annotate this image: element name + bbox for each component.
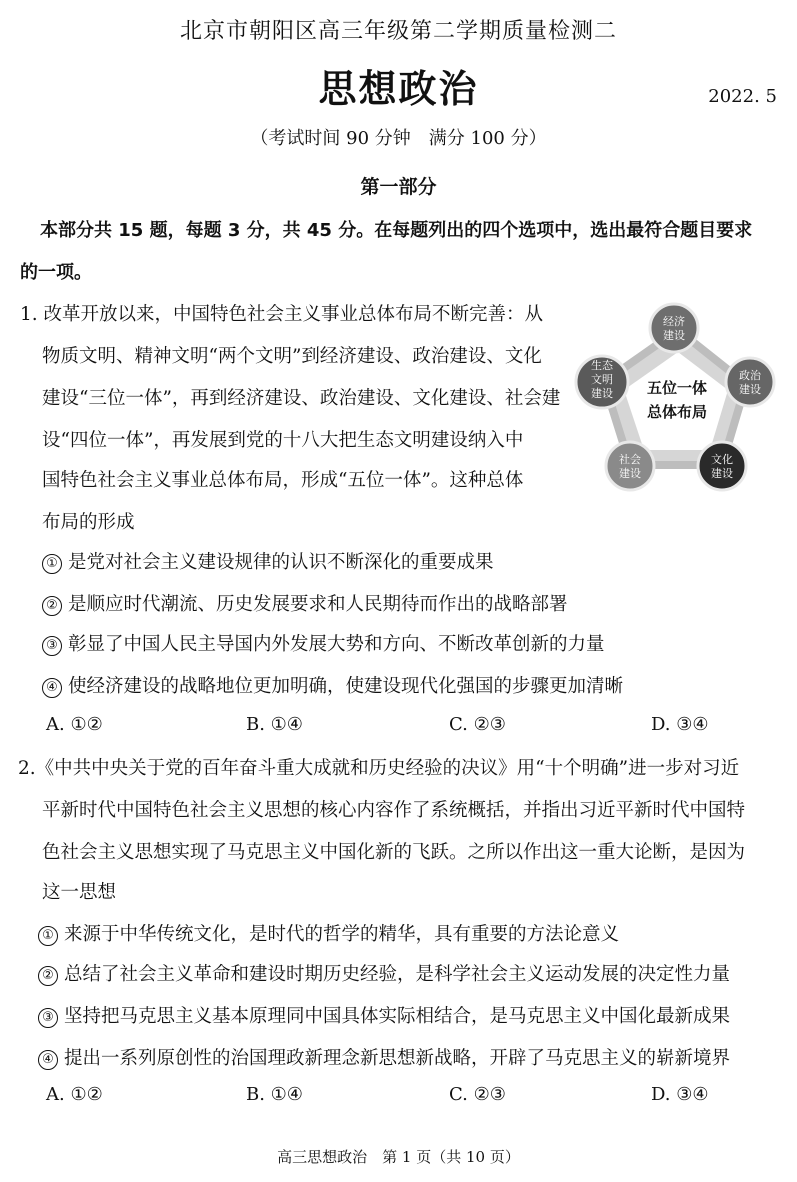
- part-title: 第一部分: [360, 176, 437, 198]
- q2-stem-line: 这一思想: [42, 882, 117, 903]
- q1-stem-line: 设“四位一体”，再发展到党的十八大把生态文明建设纳入中: [42, 430, 524, 451]
- q1-stem-line: 物质文明、精神文明“两个文明”到经济建设、政治建设、文化: [42, 346, 542, 367]
- diagram-center-label: 五位一体: [646, 379, 708, 397]
- node-economy: [650, 304, 698, 352]
- q2-option-c[interactable]: C. ②③: [449, 1084, 506, 1105]
- instructions-line-1: 本部分共 15 题，每题 3 分，共 45 分。在每题列出的四个选项中，选出最符合题目要求: [40, 220, 753, 241]
- q1-option-b[interactable]: B. ①④: [246, 714, 303, 735]
- exam-header: 北京市朝阳区高三年级第二学期质量检测二: [179, 19, 617, 44]
- node-label: 社会: [619, 453, 641, 466]
- node-label: 政治: [739, 369, 761, 382]
- q2-stem-line: 色社会主义思想实现了马克思主义中国化新的飞跃。之所以作出这一重大论断，是因为: [42, 842, 746, 863]
- page-footer: 高三思想政治 第 1 页（共 10 页）: [277, 1148, 520, 1166]
- q1-option-a[interactable]: A. ①②: [46, 714, 103, 735]
- node-society: [606, 442, 654, 490]
- node-label: 生态: [591, 359, 613, 372]
- q2-statement: ④ 提出一系列原创性的治国理政新理念新思想新战略，开辟了马克思主义的崭新境界: [38, 1044, 730, 1070]
- node-label: 建设: [591, 387, 613, 400]
- q1-option-d[interactable]: D. ③④: [651, 714, 709, 735]
- q1-stem-line: 布局的形成: [42, 512, 135, 533]
- q2-statement: ③ 坚持把马克思主义基本原理同中国具体实际相结合，是马克思主义中国化最新成果: [38, 1002, 730, 1028]
- q2-option-d[interactable]: D. ③④: [651, 1084, 709, 1105]
- node-ecology: [576, 356, 628, 408]
- node-label: 建设: [663, 329, 685, 342]
- q2-statement: ① 来源于中华传统文化，是时代的哲学的精华，具有重要的方法论意义: [38, 920, 619, 946]
- node-label: 建设: [739, 383, 761, 396]
- q1-stem-line: 1. 改革开放以来，中国特色社会主义事业总体布局不断完善：从: [20, 304, 544, 325]
- q1-statement: ① 是党对社会主义建设规律的认识不断深化的重要成果: [42, 548, 494, 574]
- q2-option-b[interactable]: B. ①④: [246, 1084, 303, 1105]
- q2-stem-line: 平新时代中国特色社会主义思想的核心内容作了系统概括，并指出习近平新时代中国特: [42, 800, 746, 821]
- q1-stem-line: 国特色社会主义事业总体布局，形成“五位一体”。这种总体: [42, 470, 524, 491]
- node-label: 建设: [711, 467, 733, 480]
- node-politics: [726, 358, 774, 406]
- q2-statement: ② 总结了社会主义革命和建设时期历史经验，是科学社会主义运动发展的决定性力量: [38, 960, 730, 986]
- instructions-line-2: 的一项。: [20, 262, 92, 283]
- exam-info: （考试时间 90 分钟 满分 100 分）: [250, 128, 547, 149]
- node-label: 建设: [619, 467, 641, 480]
- q2-stem-line: 2.《中共中央关于党的百年奋斗重大成就和历史经验的决议》用“十个明确”进一步对习近: [18, 758, 740, 779]
- subject-title: 思想政治: [318, 67, 479, 111]
- q1-statement: ② 是顺应时代潮流、历史发展要求和人民期待而作出的战略部署: [42, 590, 568, 616]
- q1-option-c[interactable]: C. ②③: [449, 714, 506, 735]
- exam-date: 2022. 5: [708, 86, 777, 107]
- node-label: 文化: [711, 453, 733, 466]
- node-label: 文明: [591, 373, 613, 386]
- node-culture: [698, 442, 746, 490]
- q1-stem-line: 建设“三位一体”，再到经济建设、政治建设、文化建设、社会建: [42, 388, 561, 409]
- q1-statement: ③ 彰显了中国人民主导国内外发展大势和方向、不断改革创新的力量: [42, 630, 605, 656]
- q1-statement: ④ 使经济建设的战略地位更加明确，使建设现代化强国的步骤更加清晰: [42, 672, 623, 698]
- node-label: 经济: [663, 315, 685, 328]
- diagram-center-label: 总体布局: [646, 403, 708, 421]
- q2-option-a[interactable]: A. ①②: [46, 1084, 103, 1105]
- five-in-one-diagram: [570, 300, 780, 500]
